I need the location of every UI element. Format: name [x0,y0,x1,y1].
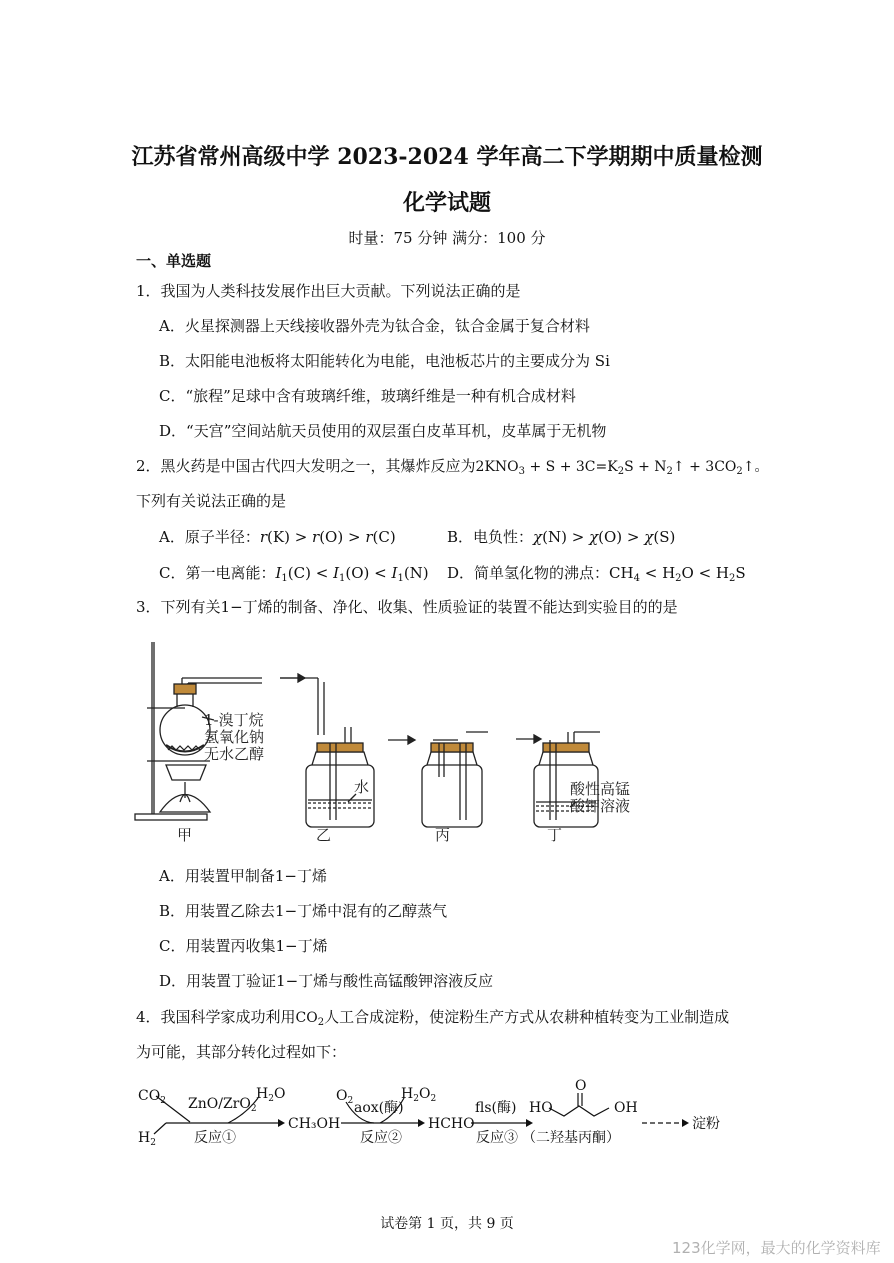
oh-group-right: OH [614,1100,638,1116]
water-label: 水 [354,778,370,796]
q3-option-b: B．用装置乙除去1−丁烯中混有的乙醇蒸气 [159,902,448,920]
label-bing: 丙 [435,826,451,844]
starch-product: 淀粉 [692,1116,720,1132]
q2-option-a-label: A．原子半径： [159,528,260,546]
apparatus-figure [130,632,670,847]
section-heading: 一、单选题 [136,252,212,270]
q2-option-d-label: D．简单氢化物的沸点： [447,564,610,582]
label-yi: 乙 [316,826,332,844]
arrowhead-3 [526,1119,533,1127]
q2-option-b-label: B．电负性： [447,528,534,546]
watermark: 123化学网，最大的化学资料库 [672,1239,881,1257]
aox-enzyme: aox(酶) [354,1100,404,1116]
carbonyl-oxygen: O [575,1078,587,1094]
bottle-bing [422,732,488,827]
q2-option-a: A．原子半径：r(K) > r(O) > r(C) [159,528,396,546]
o2-reactant: $O_2$ [336,1088,354,1106]
reagent-2: 氢氧化钠 [204,728,265,746]
ho-group-left: HO [529,1100,553,1116]
reaction-2-label: 反应② [360,1130,402,1146]
arrowhead-4 [682,1119,689,1127]
q2-option-c-label: C．第一电离能： [159,564,276,582]
question-4-stem-line2: 为可能，其部分转化过程如下： [136,1043,347,1061]
question-2-stem-line2: 下列有关说法正确的是 [136,492,287,510]
question-4-stem [136,1006,729,1028]
formaldehyde: HCHO [428,1116,475,1132]
dihydroxyacetone-name: （二羟基丙酮） [522,1130,620,1146]
label-jia: 甲 [177,826,193,844]
kmno4-label-line2: 酸钾溶液 [570,797,631,815]
q1-option-d: D．“天宫”空间站航天员使用的双层蛋白皮革耳机，皮革属于无机物 [159,422,607,440]
co2-formula: $CO_2$ [295,1010,325,1028]
reaction-3-label: 反应③ [476,1130,518,1146]
q2-option-c: C．第一电离能：$I_1(C) < I_1(O) < I_1(N)$ [159,564,429,584]
h2-reactant: $H_2$ [138,1130,156,1148]
q2-option-d: D．简单氢化物的沸点：$CH_4 < H_2O < H_2S$ [447,564,746,584]
h2o2-byproduct: $H_2O_2$ [401,1086,437,1104]
co2-reactant: $CO_2$ [138,1088,166,1106]
exam-meta: 时量：75 分钟 满分：100 分 [348,229,546,247]
reagent-3: 无水乙醇 [204,745,265,763]
page-footer: 试卷第 1 页，共 9 页 [380,1216,514,1232]
page-subtitle: 化学试题 [402,190,491,216]
page-title: 江苏省常州高级中学 2023-2024 学年高二下学期期中质量检测 [131,144,763,170]
label-ding: 丁 [547,826,563,844]
question-3-stem: 3．下列有关1−丁烯的制备、净化、收集、性质验证的装置不能达到实验目的的是 [136,598,678,616]
reaction-scheme [136,1076,756,1151]
q4-stem-prefix: 4．我国科学家成功利用 [136,1008,296,1026]
q4-stem-suffix: 人工合成淀粉，使淀粉生产方式从农耕种植转变为工业制造成 [324,1008,730,1026]
arrowhead-2 [418,1119,425,1127]
h2o-byproduct: $H_2O$ [256,1086,286,1104]
question-1-stem: 1．我国为人类科技发展作出巨大贡献。下列说法正确的是 [136,282,521,300]
h2-feed-line [154,1123,166,1134]
q1-option-c: C．“旅程”足球中含有玻璃纤维，玻璃纤维是一种有机合成材料 [159,387,576,405]
q2-option-b: B．电负性：χ(N) > χ(O) > χ(S) [447,528,676,546]
reaction-1-label: 反应① [194,1130,236,1146]
dha-skeleton [549,1106,609,1116]
q3-option-c: C．用装置丙收集1−丁烯 [159,937,328,955]
q1-option-a: A．火星探测器上天线接收器外壳为钛合金，钛合金属于复合材料 [159,317,590,335]
co2-feed-line [156,1096,190,1122]
fls-enzyme: fls(酶) [475,1100,517,1116]
arrowhead-1 [278,1119,285,1127]
methanol: CH₃OH [288,1116,341,1132]
question-2-stem [136,455,769,477]
q2-equation: $2KNO_3 + S + 3C=K_2S$ + $N_2↑$ + $3CO_2↑$。 [475,459,769,477]
bottle-yi [280,678,374,827]
q3-option-d: D．用装置丁验证1−丁烯与酸性高锰酸钾溶液反应 [159,972,494,990]
q3-option-a: A．用装置甲制备1−丁烯 [159,867,327,885]
q2-stem-text: 2．黑火药是中国古代四大发明之一，其爆炸反应为 [136,457,476,475]
catalyst-label: ZnO/ZrO$_2$ [188,1096,257,1114]
kmno4-label-line1: 酸性高锰 [570,780,631,798]
reagent-1: 1-溴丁烷 [204,711,264,729]
q1-option-b: B．太阳能电池板将太阳能转化为电能，电池板芯片的主要成分为 Si [159,352,610,370]
